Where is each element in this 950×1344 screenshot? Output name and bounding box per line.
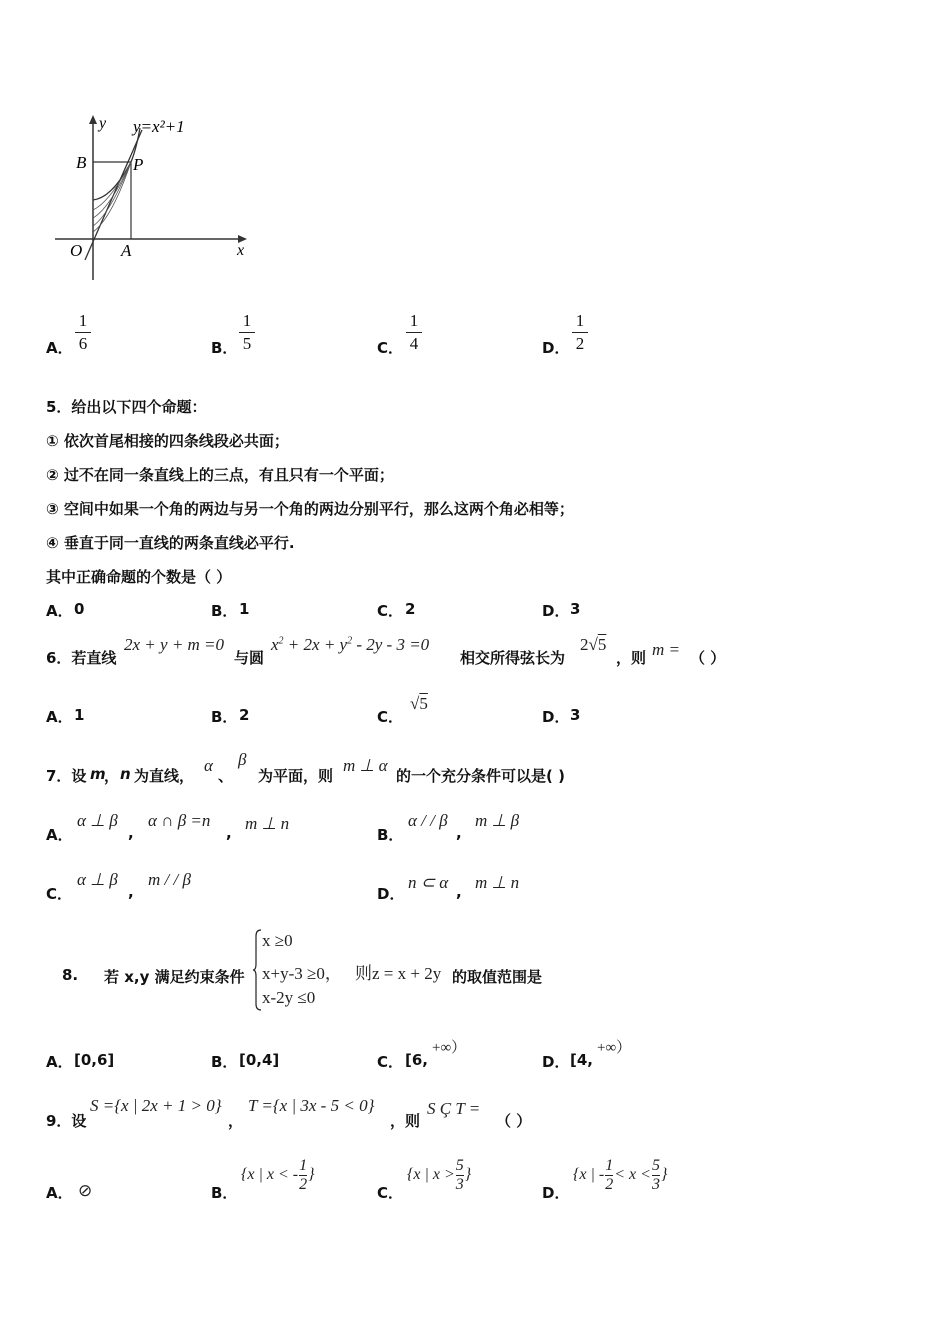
point-b-label: B <box>76 153 87 172</box>
option-letter: D． <box>542 602 570 620</box>
option-fraction: 1 4 <box>403 312 425 353</box>
option-letter: D． <box>542 1053 570 1071</box>
option-part: m ⊥ β <box>475 811 520 830</box>
comma: , <box>128 883 134 901</box>
q5-prop-1: ① 依次首尾相接的四条线段必共面； <box>46 432 289 450</box>
option-part: m / / β <box>148 870 191 889</box>
option-part: α ∩ β =n <box>148 811 211 830</box>
option-part: m ⊥ n <box>475 873 520 892</box>
q7-text-2: 为直线， <box>134 767 195 785</box>
option-letter: B． <box>211 708 238 726</box>
option-part: α / / β <box>408 811 448 830</box>
option-part: n ⊂ α <box>408 873 449 892</box>
option-letter: B． <box>211 602 238 620</box>
origin-label: O <box>70 241 83 260</box>
q6-chord-length: 2√5 <box>580 635 607 654</box>
option-infinity: +∞） <box>597 1040 632 1056</box>
q5-ask: 其中正确命题的个数是（ ） <box>46 568 232 586</box>
option-letter: A． <box>46 708 73 726</box>
option-letter: B． <box>211 1053 238 1071</box>
q5-prop-4: ④ 垂直于同一直线的两条直线必平行. <box>46 534 295 552</box>
q9-comma: ， <box>228 1112 244 1130</box>
option-fraction: 1 5 <box>236 312 258 353</box>
q6-m-equals: m = <box>652 640 680 659</box>
option-text: 0 <box>74 600 85 618</box>
option-set: {x | x < - $\frac{1}{2}$ } <box>241 1157 315 1193</box>
q7-text-3: 为平面，则 <box>258 767 334 785</box>
option-text: 3 <box>570 600 581 618</box>
option-letter: A． <box>46 826 73 844</box>
option-text: 1 <box>239 600 250 618</box>
option-letter: C． <box>377 339 404 357</box>
option-letter: C． <box>377 1053 404 1071</box>
q7-m: m <box>90 765 106 783</box>
q9-text-2: ，则 <box>390 1112 421 1130</box>
option-text: [0,6] <box>74 1051 115 1069</box>
option-set: {x | x > $\frac{5}{3}$ } <box>407 1157 472 1193</box>
q9-expression: S Ç T = <box>427 1099 481 1118</box>
q7-beta: β <box>238 750 247 769</box>
q6-text-5: （ ） <box>690 649 726 667</box>
option-part: m ⊥ n <box>245 814 290 833</box>
q6-circle-equation: $x^2 + 2x + y^2 - 2y - 3 =0$ <box>271 635 430 654</box>
option-letter: C． <box>377 708 404 726</box>
point-a-label: A <box>121 241 132 260</box>
y-axis-label: y <box>99 115 107 132</box>
q8-constraint-3: x-2y ≤0 <box>262 988 316 1007</box>
option-fraction: 1 2 <box>569 312 591 353</box>
parabola-figure <box>50 110 260 290</box>
option-letter: C． <box>377 602 404 620</box>
option-letter: A． <box>46 1053 73 1071</box>
q8-constraint-1: x ≥0 <box>262 931 293 950</box>
comma: , <box>456 883 462 901</box>
option-letter: B． <box>377 826 404 844</box>
option-text: 2 <box>239 706 250 724</box>
option-letter: D． <box>542 1184 570 1202</box>
comma: , <box>456 824 462 842</box>
option-text: [4, <box>570 1051 593 1069</box>
q6-text-3: 相交所得弦长为 <box>460 649 566 667</box>
q6-text-4: ，则 <box>616 649 647 667</box>
q8-number: 8. <box>62 966 79 984</box>
q7-alpha: α <box>204 756 213 775</box>
option-text: [0,4] <box>239 1051 280 1069</box>
option-letter: C． <box>46 885 73 903</box>
comma: , <box>128 824 134 842</box>
q7-condition: m ⊥ α <box>343 756 388 775</box>
q9-text-1: 9．设 <box>46 1112 87 1130</box>
q7-text-1: 7．设 <box>46 767 87 785</box>
point-p-label: P <box>133 155 144 174</box>
q8-tail: 的取值范围是 <box>452 968 543 986</box>
q8-brace <box>252 928 262 1012</box>
option-fraction: 1 6 <box>72 312 94 353</box>
option-text: 1 <box>74 706 85 724</box>
option-part: α ⊥ β <box>77 870 118 889</box>
q6-text-2: 与圆 <box>234 649 265 667</box>
empty-set-icon: ⊘ <box>78 1181 93 1200</box>
q7-comma: ， <box>104 767 120 785</box>
x-axis-label: x <box>237 242 245 259</box>
q9-set-s: S ={x | 2x + 1 > 0} <box>90 1096 222 1115</box>
q8-text: 若 x,y 满足约束条件 <box>104 968 245 986</box>
q7-text-4: 的一个充分条件可以是( ) <box>396 767 565 785</box>
option-text: [6, <box>405 1051 428 1069</box>
option-letter: D． <box>542 708 570 726</box>
q5-prop-2: ② 过不在同一条直线上的三点，有且只有一个平面； <box>46 466 394 484</box>
option-letter: D． <box>542 339 570 357</box>
q6-text-1: 6．若直线 <box>46 649 117 667</box>
option-text: 3 <box>570 706 581 724</box>
q9-set-t: T ={x | 3x - 5 < 0} <box>248 1096 375 1115</box>
option-letter: D． <box>377 885 405 903</box>
option-text: 2 <box>405 600 416 618</box>
q8-objective: 则z = x + 2y <box>355 964 442 983</box>
q6-line-equation: 2x + y + m =0 <box>124 635 225 654</box>
q7-n: n <box>120 765 131 783</box>
q9-text-3: （ ） <box>496 1112 532 1130</box>
q5-stem: 5．给出以下四个命题： <box>46 398 207 416</box>
q7-separator: 、 <box>218 767 234 785</box>
option-set: {x | - $\frac{1}{2}$ < x < $\frac{5}{3}$ } <box>573 1157 668 1193</box>
comma: , <box>226 824 232 842</box>
q5-prop-3: ③ 空间中如果一个角的两边与另一个角的两边分别平行，那么这两个角必相等； <box>46 500 574 518</box>
curve-label: y=x²+1 <box>133 117 185 136</box>
option-infinity: +∞） <box>432 1040 467 1056</box>
option-part: α ⊥ β <box>77 811 118 830</box>
option-letter: B． <box>211 1184 238 1202</box>
option-letter: B． <box>211 339 238 357</box>
option-sqrt: √5 <box>410 694 428 713</box>
option-letter: A． <box>46 1184 73 1202</box>
option-letter: A． <box>46 339 73 357</box>
option-letter: C． <box>377 1184 404 1202</box>
q8-constraint-2: x+y-3 ≥0， <box>262 964 342 983</box>
option-letter: A． <box>46 602 73 620</box>
